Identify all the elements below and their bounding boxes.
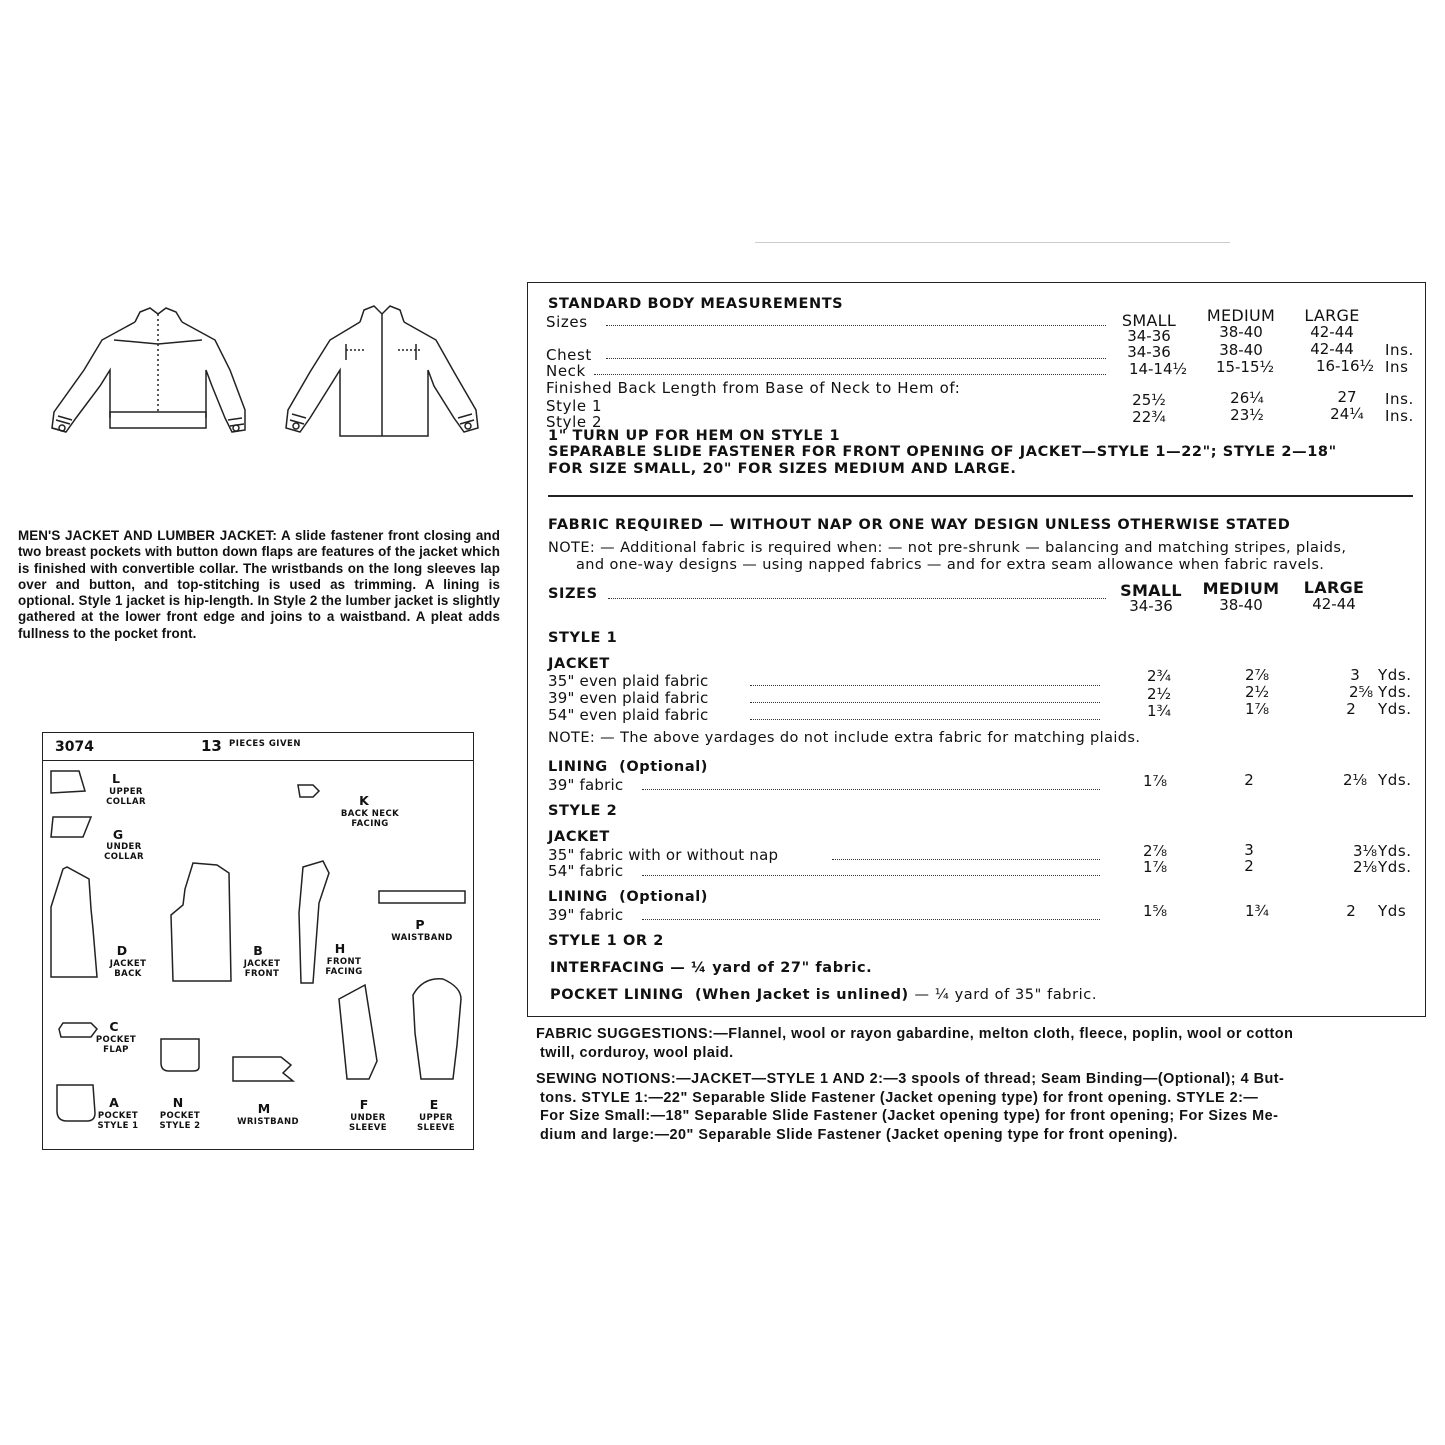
pocket-style2-shape — [161, 1039, 199, 1071]
s2-lining-medium: 1¾ — [1244, 902, 1270, 920]
s1-row1-label: 35" even plaid fabric — [548, 672, 709, 690]
piece-letter-m: M — [257, 1101, 271, 1116]
s1-row3-label: 54" even plaid fabric — [548, 706, 709, 724]
piece-name-l: UPPER COLLAR — [106, 787, 146, 807]
notions-line-1: SEWING NOTIONS:—JACKET—STYLE 1 AND 2:—3 spools of thread; Seam Binding—(Optional); 4 But- — [536, 1071, 1285, 1087]
fabric-range-small: 34-36 — [1129, 597, 1173, 615]
fabric-col-small: SMALL — [1120, 581, 1182, 600]
dotted-leader — [606, 325, 1106, 326]
s2-row1-label: 35" fabric with or without nap — [548, 846, 779, 864]
style2-jacket-heading: JACKET — [548, 829, 610, 845]
measurements-title: STANDARD BODY MEASUREMENTS — [548, 296, 844, 312]
panel-divider — [548, 495, 1413, 497]
s1-row2-small: 2½ — [1146, 685, 1172, 703]
pocket-lining-label: POCKET LINING — [550, 987, 684, 1003]
hem-note: 1" TURN UP FOR HEM ON STYLE 1 — [548, 428, 841, 444]
jacket-front-shape — [171, 863, 231, 981]
s1-row2-large: 2⅝ — [1348, 683, 1374, 701]
fabric-range-medium: 38-40 — [1219, 596, 1263, 614]
under-sleeve-shape — [339, 985, 377, 1079]
dotted-leader — [594, 374, 1106, 375]
s2-row2-large: 2⅛ — [1352, 858, 1378, 876]
piece-name-d: JACKET BACK — [109, 959, 147, 979]
fastener-note: SEPARABLE SLIDE FASTENER FOR FRONT OPENING OF JACKET—STYLE 1—22"; STYLE 2—18" — [548, 444, 1337, 460]
s1-row3-large: 2 — [1346, 700, 1356, 718]
piece-letter-f: F — [359, 1097, 369, 1112]
dotted-leader — [750, 719, 1100, 720]
pattern-description: MEN'S JACKET AND LUMBER JACKET: A slide fastener front closing and two breast pockets with button down flaps are features of the jacket which is finished with convertible collar. The wristbands on the long sleeves lap over and button, and top-stitching is used as trimming. A lining is optional. Style 1 jacket is hip-length. In Style 2 the lumber jacket is slightly gathered at the lower front edge and joins to a waistband. A pleat adds fullness to the pocket front. — [18, 528, 500, 641]
upper-sleeve-shape — [413, 979, 461, 1079]
s2-lining-small: 1⅝ — [1142, 902, 1168, 920]
col-large: LARGE — [1304, 306, 1360, 325]
s1-lining-unit: Yds. — [1378, 771, 1412, 789]
neck-label: Neck — [546, 362, 586, 380]
piece-letter-d: D — [116, 943, 128, 958]
style2-heading: STYLE 2 — [548, 803, 618, 819]
piece-letter-h: H — [334, 941, 346, 956]
piece-name-p: WAISTBAND — [391, 933, 453, 943]
piece-letter-a: A — [109, 1095, 119, 1110]
piece-name-c: POCKET FLAP — [95, 1035, 137, 1055]
style2-medium: 23½ — [1230, 406, 1264, 424]
sizes-label: Sizes — [546, 313, 588, 331]
pocket-lining-condition: (When Jacket is unlined) — [694, 987, 909, 1003]
style1-heading: STYLE 1 — [548, 630, 618, 646]
piece-name-f: UNDER SLEEVE — [349, 1113, 387, 1133]
style2-length-label: Style 2 — [546, 413, 603, 431]
pieces-given-label: PIECES GIVEN — [229, 739, 301, 749]
s2-lining-label: 39" fabric — [548, 906, 624, 924]
style-1-or-2-heading: STYLE 1 OR 2 — [548, 933, 664, 949]
dotted-leader — [642, 919, 1100, 920]
piece-name-k: BACK NECK FACING — [340, 809, 400, 829]
sewing-notions — [536, 1070, 1436, 1144]
notions-line-4: dium and large:—20" Separable Slide Fastener (Jacket opening type for front opening). — [540, 1126, 1178, 1143]
piece-letter-g: G — [112, 827, 124, 842]
pocket-lining-line — [550, 987, 1097, 1003]
s2-row2-label: 54" fabric — [548, 862, 624, 880]
s1-lining-small: 1⅞ — [1142, 772, 1168, 790]
s2-lining-unit: Yds — [1378, 902, 1407, 920]
lining-label: LINING — [548, 759, 608, 775]
piece-letter-c: C — [109, 1019, 119, 1034]
range-large: 42-44 — [1310, 323, 1354, 341]
s1-row3-small: 1¾ — [1146, 702, 1172, 720]
neck-unit: Ins — [1385, 358, 1409, 376]
neck-large: 16-16½ — [1315, 357, 1375, 375]
piece-letter-e: E — [429, 1097, 439, 1112]
waistband-shape — [379, 891, 465, 903]
suggestions-line-2: twill, corduroy, wool plaid. — [540, 1044, 734, 1061]
s1-row2-label: 39" even plaid fabric — [548, 689, 709, 707]
col-small: SMALL — [1121, 311, 1177, 330]
fabric-col-medium: MEDIUM — [1202, 579, 1280, 598]
piece-letter-l: L — [112, 771, 120, 786]
plaid-note: NOTE: — The above yardages do not include extra fabric for matching plaids. — [548, 730, 1141, 746]
pocket-lining-amount: — ¼ yard of 35" fabric. — [914, 987, 1098, 1003]
fabric-note-line1: NOTE: — Additional fabric is required when: — not pre-shrunk — balancing and matching stripes, plaids, — [548, 540, 1347, 556]
neck-small: 14-14½ — [1128, 360, 1188, 378]
chest-unit: Ins. — [1385, 341, 1414, 359]
upper-collar-shape — [51, 771, 85, 793]
dotted-leader — [750, 685, 1100, 686]
s1-row3-medium: 1⅞ — [1244, 700, 1270, 718]
wristband-shape — [233, 1057, 293, 1081]
dotted-leader — [642, 875, 1100, 876]
notions-line-2: tons. STYLE 1:—22" Separable Slide Fastener (Jacket opening type) for front opening. STYLE 2:— — [540, 1089, 1259, 1106]
dotted-leader — [642, 789, 1100, 790]
s1-row3-unit: Yds. — [1378, 700, 1412, 718]
fabric-col-large: LARGE — [1303, 578, 1365, 597]
s1-lining-medium: 2 — [1244, 771, 1254, 789]
style1-large: 27 — [1337, 388, 1357, 406]
s2-row1-large: 3⅛ — [1352, 842, 1378, 860]
jacket-back-shape — [51, 867, 97, 977]
s1-row2-medium: 2½ — [1244, 683, 1270, 701]
notions-line-3: For Size Small:—18" Separable Slide Fastener (Jacket opening type) for front opening; For Sizes Me- — [540, 1108, 1279, 1124]
style1-medium: 26¼ — [1230, 389, 1264, 407]
dotted-leader — [608, 598, 1106, 599]
piece-name-m: WRISTBAND — [237, 1117, 299, 1127]
chest-medium: 38-40 — [1219, 341, 1263, 359]
back-length-label: Finished Back Length from Base of Neck to Hem of: — [546, 379, 961, 397]
fabric-required-title: FABRIC REQUIRED — WITHOUT NAP OR ONE WAY DESIGN UNLESS OTHERWISE STATED — [548, 517, 1291, 533]
jacket-sketches-illustration — [40, 300, 500, 450]
s2-row2-small: 1⅞ — [1142, 858, 1168, 876]
s1-row1-large: 3 — [1350, 666, 1360, 684]
fabric-suggestions — [536, 1025, 1436, 1062]
piece-letter-k: K — [359, 793, 369, 808]
piece-letter-b: B — [253, 943, 263, 958]
s1-row1-unit: Yds. — [1378, 666, 1412, 684]
range-small: 34-36 — [1127, 327, 1171, 345]
s1-row1-small: 2¾ — [1146, 667, 1172, 685]
s2-row2-unit: Yds. — [1378, 858, 1412, 876]
piece-name-n: POCKET STYLE 2 — [159, 1111, 201, 1131]
col-medium: MEDIUM — [1206, 306, 1276, 325]
piece-letter-n: N — [172, 1095, 184, 1110]
range-medium: 38-40 — [1219, 323, 1263, 341]
pieces-count: 13 — [201, 737, 222, 755]
s1-lining-large: 2⅛ — [1342, 771, 1368, 789]
style1-small: 25½ — [1132, 391, 1166, 409]
pattern-pieces-box — [42, 732, 474, 1150]
piece-name-h: FRONT FACING — [325, 957, 363, 977]
s2-row1-medium: 3 — [1244, 841, 1254, 859]
dotted-leader — [832, 859, 1100, 860]
s1-row2-unit: Yds. — [1378, 683, 1412, 701]
style2-small: 22¾ — [1132, 408, 1166, 426]
lining-optional: (Optional) — [619, 889, 709, 905]
back-neck-facing-shape — [298, 785, 319, 797]
neck-medium: 15-15½ — [1215, 358, 1275, 376]
piece-name-b: JACKET FRONT — [243, 959, 281, 979]
pattern-number: 3074 — [55, 739, 94, 755]
s1-lining-heading — [548, 759, 708, 775]
dotted-leader — [606, 358, 1106, 359]
interfacing-line: INTERFACING — ¼ yard of 27" fabric. — [550, 960, 873, 976]
s2-row1-unit: Yds. — [1378, 842, 1412, 860]
s2-lining-heading — [548, 889, 708, 905]
style1-unit: Ins. — [1385, 390, 1414, 408]
fabric-range-large: 42-44 — [1312, 595, 1356, 613]
piece-name-g: UNDER COLLAR — [104, 842, 144, 862]
style1-jacket-heading: JACKET — [548, 656, 610, 672]
style2-unit: Ins. — [1385, 407, 1414, 425]
style2-large: 24¼ — [1330, 405, 1364, 423]
chest-small: 34-36 — [1127, 343, 1171, 361]
s1-row1-medium: 2⅞ — [1244, 666, 1270, 684]
chest-large: 42-44 — [1310, 340, 1354, 358]
chest-label: Chest — [546, 346, 592, 364]
s2-lining-large: 2 — [1346, 902, 1356, 920]
suggestions-line-1: FABRIC SUGGESTIONS:—Flannel, wool or rayon gabardine, melton cloth, fleece, poplin, wool or cotton — [536, 1026, 1294, 1042]
style1-length-label: Style 1 — [546, 397, 603, 415]
s2-row1-small: 2⅞ — [1142, 842, 1168, 860]
piece-name-a: POCKET STYLE 1 — [97, 1111, 139, 1131]
s1-lining-label: 39" fabric — [548, 776, 624, 794]
dotted-leader — [750, 702, 1100, 703]
fastener-note-2: FOR SIZE SMALL, 20" FOR SIZES MEDIUM AND LARGE. — [548, 461, 1017, 477]
fabric-note-line2: and one-way designs — using napped fabrics — and for extra seam allowance when fabric ravels. — [576, 557, 1325, 573]
fabric-sizes-label: SIZES — [548, 586, 598, 602]
top-rule — [755, 242, 1230, 243]
piece-letter-p: P — [415, 917, 425, 932]
s2-row2-medium: 2 — [1244, 857, 1254, 875]
lining-optional: (Optional) — [619, 759, 709, 775]
lining-label: LINING — [548, 889, 608, 905]
piece-name-e: UPPER SLEEVE — [417, 1113, 455, 1133]
